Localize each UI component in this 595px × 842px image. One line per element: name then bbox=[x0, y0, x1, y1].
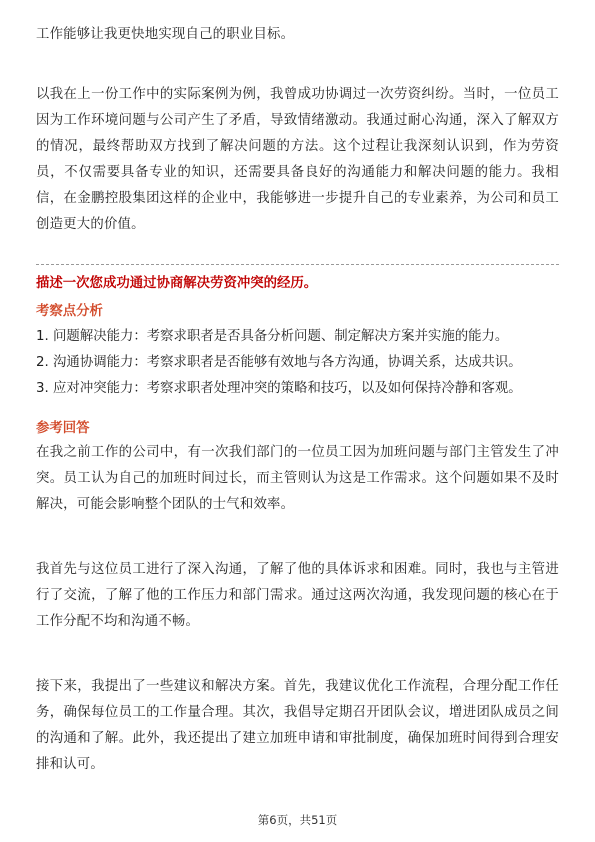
analysis-list bbox=[36, 324, 559, 402]
analysis-item: 3. 应对冲突能力：考察求职者处理冲突的策略和技巧，以及如何保持冷静和客观。 bbox=[36, 381, 522, 396]
answer-paragraph: 接下来，我提出了一些建议和解决方案。首先，我建议优化工作流程，合理分配工作任务，确保每位员工的工作量合理。其次，我倡导定期召开团队会议，增进团队成员之间的沟通和了解。此外，我还提出了建立加班申请和审批制度，确保加班时间得到合理安排和认可。 bbox=[36, 679, 559, 772]
page-number: 第6页，共51页 bbox=[257, 813, 338, 827]
analysis-item: 1. 问题解决能力：考察求职者是否具备分析问题、制定解决方案并实施的能力。 bbox=[36, 329, 509, 344]
paragraph-case-example: 以我在上一份工作中的实际案例为例，我曾成功协调过一次劳资纠纷。当时，一位员工因为工作环境问题与公司产生了矛盾，导致情绪激动。我通过耐心沟通，深入了解双方的情况，最终帮助双方找到了解决问题的方法。这个过程让我深刻认识到，作为劳资员，不仅需要具备专业的知识，还需要具备良好的沟通能力和解决问题的能力。我相信，在金鹏控股集团这样的企业中，我能够进一步提升自己的专业素养，为公司和员工创造更大的价值。 bbox=[36, 87, 559, 232]
analysis-heading: 考察点分析 bbox=[36, 304, 103, 319]
answer-heading: 参考回答 bbox=[36, 421, 90, 436]
interview-question: 描述一次您成功通过协商解决劳资冲突的经历。 bbox=[36, 276, 318, 291]
analysis-item: 2. 沟通协调能力：考察求职者是否能够有效地与各方沟通，协调关系，达成共识。 bbox=[36, 355, 522, 370]
answer-paragraph: 在我之前工作的公司中，有一次我们部门的一位员工因为加班问题与部门主管发生了冲突。员工认为自己的加班时间过长，而主管则认为这是工作需求。这个问题如果不及时解决，可能会影响整个团队的士气和效率。 bbox=[36, 445, 559, 512]
answer-paragraph: 我首先与这位员工进行了深入沟通，了解了他的具体诉求和困难。同时，我也与主管进行了交流，了解了他的工作压力和部门需求。通过这两次沟通，我发现问题的核心在于工作分配不均和沟通不畅。 bbox=[36, 562, 559, 629]
paragraph-continuation: 工作能够让我更快地实现自己的职业目标。 bbox=[36, 27, 295, 42]
section-divider bbox=[36, 264, 559, 265]
